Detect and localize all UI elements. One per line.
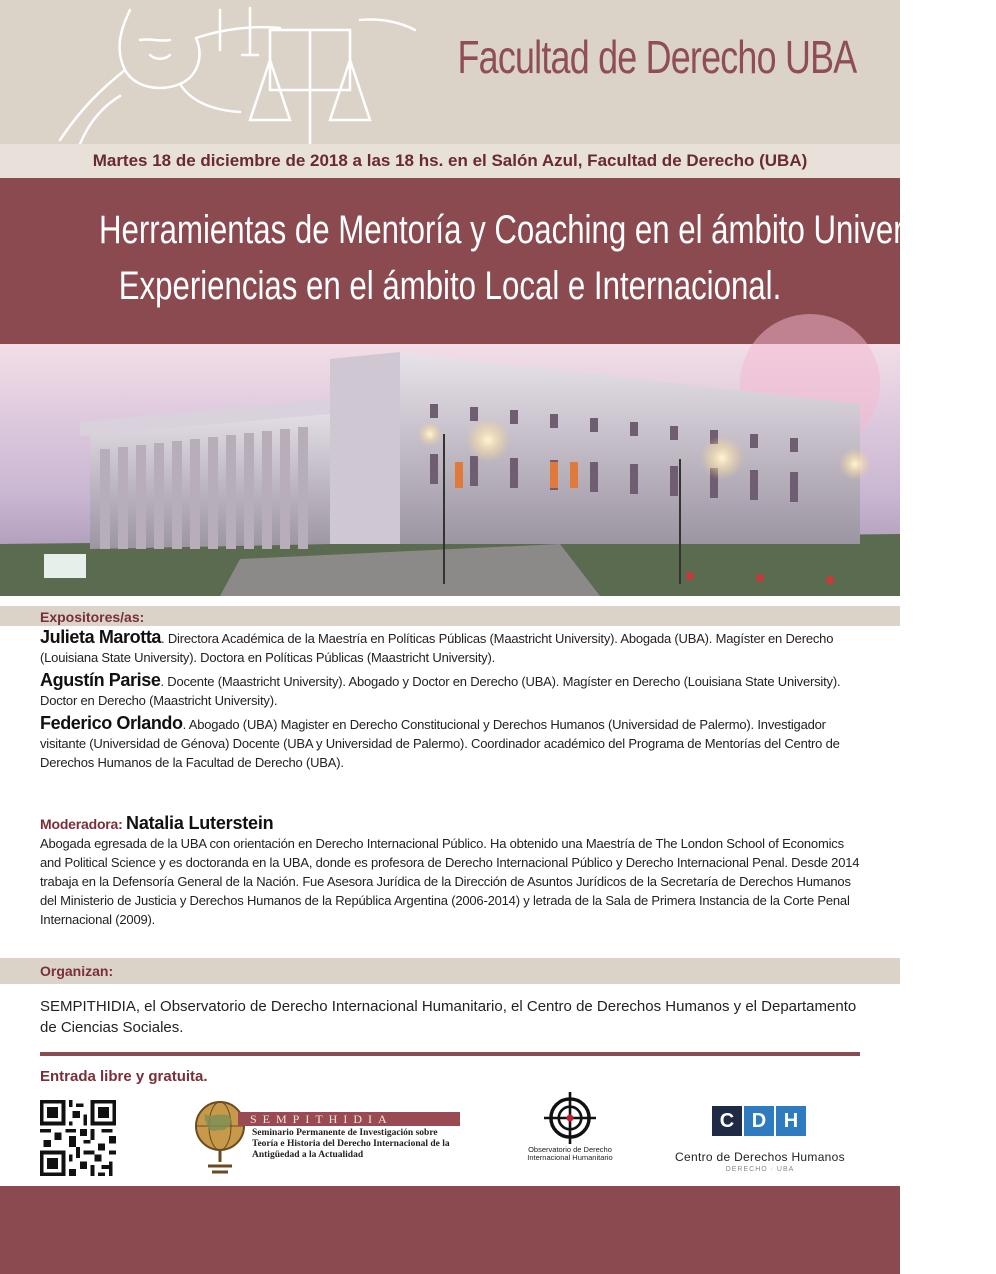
organizers-text: SEMPITHIDIA, el Observatorio de Derecho Internacional Humanitario, el Centro de Derechos Humanos y el Departamento de Ciencias Sociales. <box>40 998 857 1036</box>
organizers-heading: Organizan: <box>0 958 900 984</box>
speakers-heading: Expositores/as: <box>0 606 900 626</box>
event-date-line: Martes 18 de diciembre de 2018 a las 18 hs. en el Salón Azul, Facultad de Derecho (UBA) <box>0 144 900 178</box>
event-title-line1: Herramientas de Mentoría y Coaching en el ámbito Universitario: <box>99 208 996 252</box>
moderator-name: Natalia Luterstein <box>126 813 274 833</box>
observatorio-logo <box>520 1092 620 1182</box>
speakers-list <box>40 628 862 776</box>
moderator-block <box>40 814 862 929</box>
speaker-item <box>40 628 862 667</box>
speaker-item <box>40 671 862 710</box>
moderator-bio: Abogada egresada de la UBA con orientación en Derecho Internacional Público. Ha obtenido una Maestría de The London School of Economics and Political Science y es doctoranda en la UBA, donde es profesora de Derecho Internacional Público y Derecho Internacional Penal. Desde 2014 trabaja en la Defensoría General de la Nación. Fue Asesora Jurídica de la Dirección de Asuntos Jurídicos de la Secretaría de Derechos Humanos del Ministerio de Justicia y Derechos Humanos de la República Argentina (2006-2014) y letrada de la Sala de Primera Instancia de la Corte Penal Internacional (2009). <box>40 836 860 927</box>
observatorio-name: Observatorio de Derecho Internacional Humanitario <box>527 1145 613 1162</box>
speaker-name: Agustín Parise <box>40 670 161 690</box>
cdh-logo <box>660 1106 860 1176</box>
speaker-bio: . Docente (Maastricht University). Abogado y Doctor en Derecho (UBA). Magíster en Derecho (Louisiana State University). Doctor en Derecho (Maastricht University). <box>40 674 841 708</box>
crosshair-target-icon <box>544 1092 596 1144</box>
lady-justice-illustration <box>20 0 440 144</box>
moderator-label: Moderadora: <box>40 816 123 832</box>
speaker-name: Julieta Marotta <box>40 627 162 647</box>
sempithidia-description: Seminario Permanente de Investigación sobre Teoría e Historia del Derecho Internacional de la Antigüedad a la Actualidad <box>252 1128 450 1160</box>
speaker-bio: . Abogado (UBA) Magister en Derecho Constitucional y Derechos Humanos (Universidad de Palermo). Investigador visitante (Universidad de Génova) Docente (UBA y Universidad de Palermo). Coordinador académico del Programa de Mentorías del Centro de Derechos Humanos de la Facultad de Derecho (UBA). <box>40 717 840 770</box>
event-title-line2: Experiencias en el ámbito Local e Internacional. <box>118 264 782 308</box>
footer-band <box>0 1186 900 1274</box>
globe-icon <box>190 1096 250 1180</box>
cdh-letter-c: C <box>712 1106 742 1136</box>
divider <box>40 1052 860 1056</box>
cdh-name: Centro de Derechos Humanos <box>675 1150 845 1164</box>
cdh-letters <box>712 1106 806 1136</box>
speaker-item <box>40 714 862 772</box>
cdh-letter-h: H <box>776 1106 806 1136</box>
speaker-name: Federico Orlando <box>40 713 183 733</box>
entry-note: Entrada libre y gratuita. <box>40 1068 208 1085</box>
qr-code-icon <box>40 1100 116 1176</box>
sempithidia-logo <box>190 1096 462 1180</box>
sempithidia-name: SEMPITHIDIA <box>238 1112 460 1126</box>
cdh-subtitle: DERECHO · UBA <box>725 1166 795 1173</box>
faculty-title: Facultad de Derecho UBA <box>457 31 856 83</box>
faculty-building-photo <box>0 344 900 596</box>
speaker-bio: . Directora Académica de la Maestría en Políticas Públicas (Maastricht University). Abogada (UBA). Magíster en Derecho (Louisiana State University). Doctora en Políticas Públicas (Maastricht University). <box>40 631 834 665</box>
cdh-letter-d: D <box>744 1106 774 1136</box>
header-banner <box>0 0 900 144</box>
event-title-box <box>0 178 996 344</box>
